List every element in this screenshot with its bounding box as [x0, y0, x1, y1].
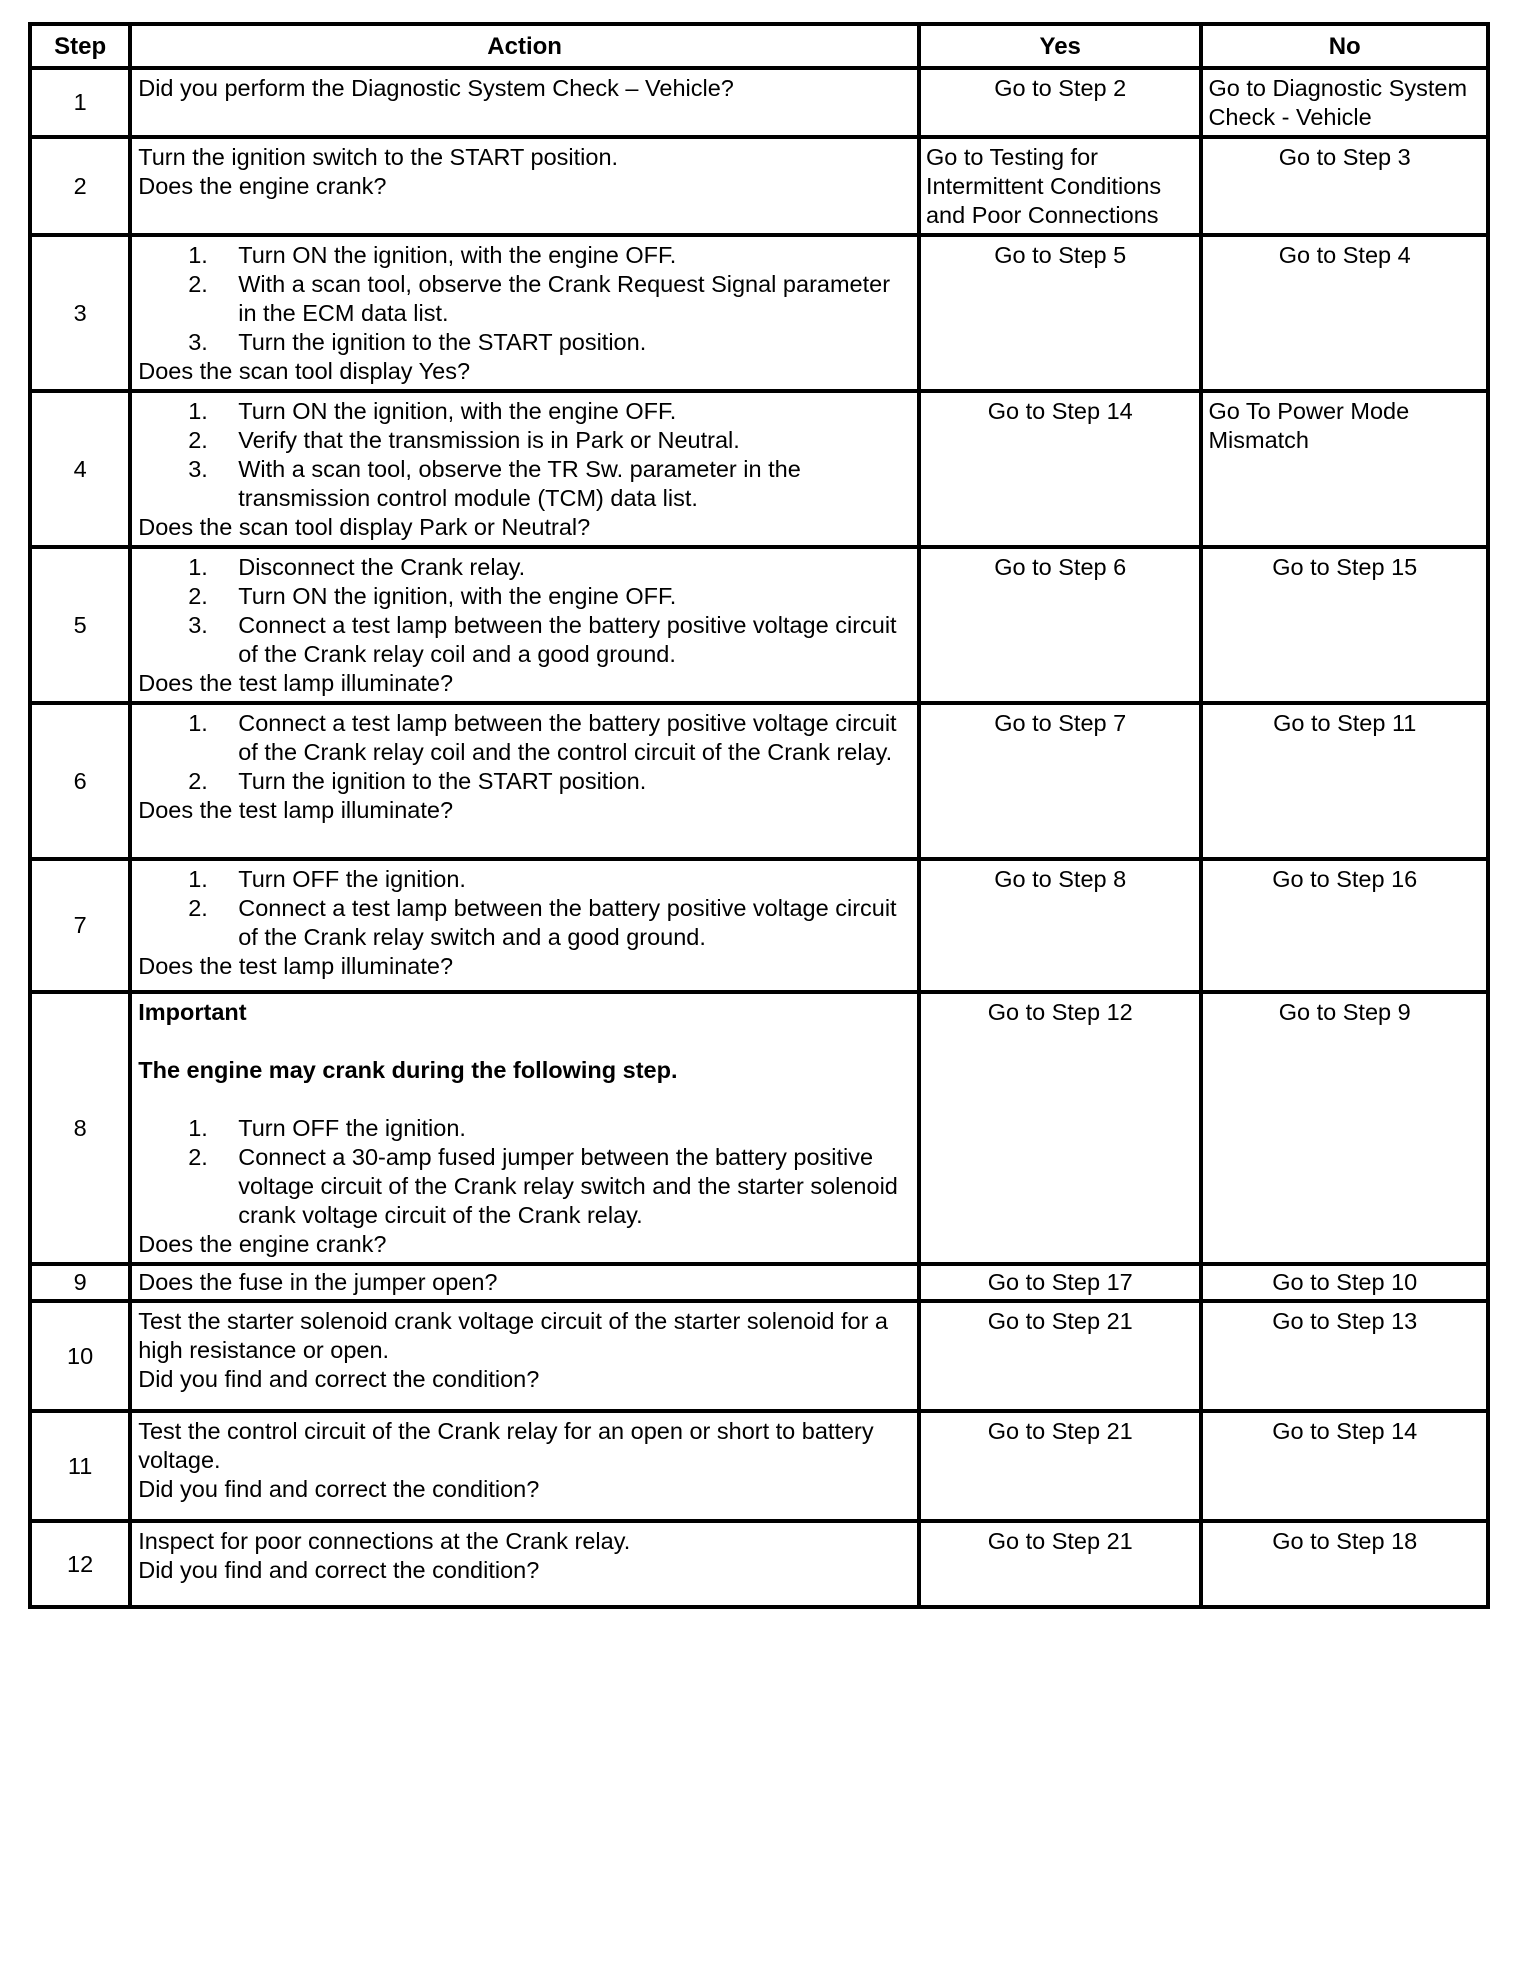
action-cell	[130, 68, 919, 137]
action-steps	[138, 241, 911, 357]
no-cell	[1201, 547, 1488, 703]
no-text: Go to Step 11	[1273, 710, 1417, 736]
step-item: 2. Verify that the transmission is in Park or Neutral.	[188, 427, 740, 453]
table-row	[30, 547, 1488, 703]
action-intro: Inspect for poor connections at the Crank relay.	[138, 1528, 631, 1554]
action-cell	[130, 1411, 919, 1521]
yes-text: Go to Step 21	[987, 1528, 1133, 1554]
header-row	[30, 24, 1488, 68]
action-cell	[130, 391, 919, 547]
action-cell	[130, 1521, 919, 1607]
step-number: 7	[30, 859, 130, 992]
yes-text: Go to Step 5	[994, 242, 1127, 268]
action-cell	[130, 1264, 919, 1301]
yes-text: Go to Step 12	[987, 999, 1133, 1025]
action-steps	[138, 553, 911, 669]
step-item: 1. Turn ON the ignition, with the engine OFF.	[188, 398, 677, 424]
action-question: Does the scan tool display Yes?	[138, 358, 471, 384]
action-question: Did you find and correct the condition?	[138, 1476, 540, 1502]
action-cell	[130, 1301, 919, 1411]
no-text: Go to Step 13	[1272, 1308, 1418, 1334]
no-text: Go to Step 4	[1278, 242, 1411, 268]
step-number: 9	[30, 1264, 130, 1301]
no-text: Go to Step 9	[1278, 999, 1411, 1025]
step-number: 6	[30, 703, 130, 859]
action-intro: Turn the ignition switch to the START position.	[138, 144, 619, 170]
header-yes: Yes	[919, 24, 1201, 68]
yes-text: Go to Step 21	[987, 1418, 1133, 1444]
step-number: 5	[30, 547, 130, 703]
action-cell	[130, 859, 919, 992]
yes-text: Go to Step 21	[987, 1308, 1133, 1334]
table-row	[30, 992, 1488, 1264]
no-cell	[1201, 703, 1488, 859]
no-cell	[1201, 235, 1488, 391]
action-intro: Test the starter solenoid crank voltage circuit of the starter solenoid for a high resistance or open.	[138, 1308, 888, 1363]
no-text: Go To Power Mode Mismatch	[1208, 398, 1410, 453]
table-row	[30, 1264, 1488, 1301]
yes-text: Go to Step 8	[994, 866, 1127, 892]
step-item: 1. Turn ON the ignition, with the engine OFF.	[188, 242, 677, 268]
action-question: Does the engine crank?	[138, 1231, 387, 1257]
step-number: 4	[30, 391, 130, 547]
step-item: 2. Connect a test lamp between the battery positive voltage circuit of the Crank relay switch and a good ground.	[188, 895, 897, 950]
yes-text: Go to Step 7	[994, 710, 1127, 736]
action-question: Does the test lamp illuminate?	[138, 670, 454, 696]
no-cell	[1201, 992, 1488, 1264]
table-row	[30, 68, 1488, 137]
no-cell	[1201, 1521, 1488, 1607]
action-cell	[130, 547, 919, 703]
no-text: Go to Diagnostic System Check - Vehicle	[1208, 75, 1468, 130]
no-text: Go to Step 14	[1272, 1418, 1418, 1444]
header-action: Action	[130, 24, 919, 68]
important-heading: Important	[138, 999, 247, 1025]
no-text: Go to Step 10	[1272, 1269, 1418, 1295]
yes-cell	[919, 68, 1201, 137]
action-steps	[138, 709, 911, 796]
action-cell	[130, 992, 919, 1264]
step-item: 3. Turn the ignition to the START position.	[188, 329, 647, 355]
yes-text: Go to Step 14	[987, 398, 1133, 424]
table-row	[30, 235, 1488, 391]
yes-text: Go to Step 2	[994, 75, 1127, 101]
yes-cell	[919, 1411, 1201, 1521]
yes-cell	[919, 1264, 1201, 1301]
yes-cell	[919, 235, 1201, 391]
no-cell	[1201, 391, 1488, 547]
action-cell	[130, 703, 919, 859]
step-item: 2. With a scan tool, observe the Crank Request Signal parameter in the ECM data list.	[188, 271, 891, 326]
yes-cell	[919, 992, 1201, 1264]
yes-cell	[919, 859, 1201, 992]
action-question: Does the test lamp illuminate?	[138, 953, 454, 979]
yes-cell	[919, 1301, 1201, 1411]
step-item: 2. Connect a 30-amp fused jumper between the battery positive voltage circuit of the Crank relay switch and the starter solenoid crank voltage circuit of the Crank relay.	[188, 1144, 898, 1228]
no-text: Go to Step 15	[1272, 554, 1418, 580]
no-cell	[1201, 1411, 1488, 1521]
warning-text: The engine may crank during the following step.	[138, 1057, 678, 1083]
action-question: Does the test lamp illuminate?	[138, 797, 454, 823]
yes-cell	[919, 391, 1201, 547]
yes-text: Go to Step 17	[987, 1269, 1133, 1295]
step-item: 1. Turn OFF the ignition.	[188, 1115, 466, 1141]
yes-cell	[919, 1521, 1201, 1607]
no-text: Go to Step 18	[1272, 1528, 1418, 1554]
table-row	[30, 1521, 1488, 1607]
action-question: Did you find and correct the condition?	[138, 1366, 540, 1392]
table-row	[30, 703, 1488, 859]
no-cell	[1201, 1264, 1488, 1301]
step-item: 1. Turn OFF the ignition.	[188, 866, 466, 892]
action-question: Does the engine crank?	[138, 173, 387, 199]
step-item: 3. With a scan tool, observe the TR Sw. parameter in the transmission control module (TCM) data list.	[188, 456, 801, 511]
action-question: Does the scan tool display Park or Neutral?	[138, 514, 591, 540]
no-cell	[1201, 68, 1488, 137]
step-item: 2. Turn the ignition to the START position.	[188, 768, 647, 794]
yes-text: Go to Step 6	[994, 554, 1127, 580]
yes-cell	[919, 137, 1201, 235]
no-text: Go to Step 3	[1278, 144, 1411, 170]
step-item: 3. Connect a test lamp between the battery positive voltage circuit of the Crank relay coil and a good ground.	[188, 612, 897, 667]
step-number: 10	[30, 1301, 130, 1411]
table-row	[30, 859, 1488, 992]
yes-text: Go to Testing for Intermittent Conditions and Poor Connections	[925, 144, 1162, 228]
no-cell	[1201, 137, 1488, 235]
table-row	[30, 391, 1488, 547]
step-number: 8	[30, 992, 130, 1264]
yes-cell	[919, 547, 1201, 703]
action-steps	[138, 397, 911, 513]
no-cell	[1201, 1301, 1488, 1411]
step-number: 11	[30, 1411, 130, 1521]
step-number: 1	[30, 68, 130, 137]
action-question: Did you find and correct the condition?	[138, 1557, 540, 1583]
step-item: 1. Disconnect the Crank relay.	[188, 554, 526, 580]
table-row	[30, 137, 1488, 235]
action-question: Does the fuse in the jumper open?	[138, 1269, 498, 1295]
no-cell	[1201, 859, 1488, 992]
step-number: 2	[30, 137, 130, 235]
action-intro: Test the control circuit of the Crank relay for an open or short to battery voltage.	[138, 1418, 874, 1473]
step-item: 2. Turn ON the ignition, with the engine OFF.	[188, 583, 677, 609]
table-row	[30, 1301, 1488, 1411]
step-number: 3	[30, 235, 130, 391]
table-row	[30, 1411, 1488, 1521]
action-cell	[130, 137, 919, 235]
header-step: Step	[30, 24, 130, 68]
step-number: 12	[30, 1521, 130, 1607]
diagnostic-table	[28, 22, 1490, 1609]
action-steps	[138, 1114, 911, 1230]
header-no: No	[1201, 24, 1488, 68]
step-item: 1. Connect a test lamp between the battery positive voltage circuit of the Crank relay coil and the control circuit of the Crank relay.	[188, 710, 897, 765]
no-text: Go to Step 16	[1272, 866, 1418, 892]
yes-cell	[919, 703, 1201, 859]
action-steps	[138, 865, 911, 952]
action-cell	[130, 235, 919, 391]
action-question: Did you perform the Diagnostic System Check – Vehicle?	[138, 75, 734, 101]
